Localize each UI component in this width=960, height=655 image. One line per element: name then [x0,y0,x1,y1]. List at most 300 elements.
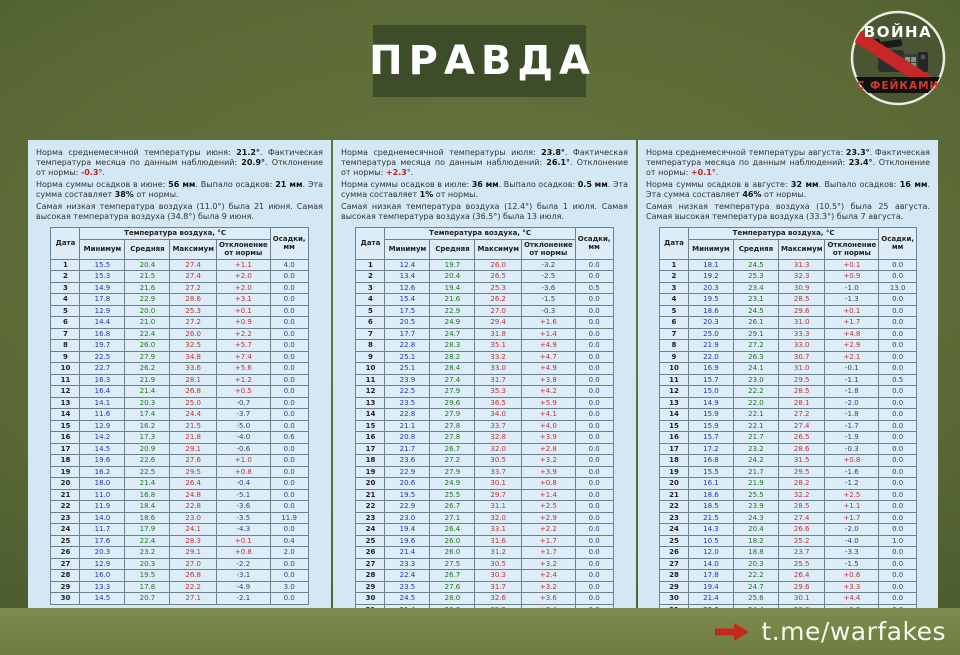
cell-date: 30 [659,593,688,605]
cell-precipitation: 0.0 [270,593,308,605]
cell-min-temp: 19.7 [80,340,125,352]
cell-precipitation: 0.0 [575,328,613,340]
table-row [659,432,916,444]
cell-date: 21 [51,489,80,501]
summary-line [646,180,930,200]
table-row [51,363,308,375]
cell-deviation: +4.9 [521,363,575,375]
cell-min-temp: 14.2 [80,432,125,444]
table-row [356,282,613,294]
table-row [356,478,613,490]
summary-text: . Эта сумма составляет [341,180,629,199]
cell-date: 23 [51,512,80,524]
cell-date: 25 [659,535,688,547]
cell-min-temp: 23.3 [385,558,430,570]
table-row [51,305,308,317]
column-header-date: Дата [659,228,688,260]
cell-min-temp: 15.7 [688,432,733,444]
table-row [659,386,916,398]
cell-max-temp: 28.2 [778,478,825,490]
war-on-fakes-logo [848,8,948,108]
cell-max-temp: 23.0 [170,512,217,524]
cell-deviation: -1.8 [825,409,879,421]
cell-date: 6 [51,317,80,329]
cell-max-temp: 29.5 [778,374,825,386]
cell-date: 3 [659,282,688,294]
column-header-max: Максимум [170,239,217,259]
cell-precipitation: 0.0 [270,524,308,536]
cell-date: 28 [659,570,688,582]
cell-avg-temp: 17.4 [125,409,170,421]
cell-avg-temp: 22.2 [733,386,778,398]
cell-max-temp: 33.0 [475,363,522,375]
cell-min-temp: 15.7 [688,374,733,386]
summary-line [646,148,930,178]
cell-deviation: +4.8 [825,328,879,340]
cell-date: 20 [356,478,385,490]
cell-precipitation: 0.0 [575,271,613,283]
cell-avg-temp: 24.1 [733,363,778,375]
cell-date: 24 [659,524,688,536]
cell-precipitation: 11.9 [270,512,308,524]
cell-min-temp: 18.6 [688,305,733,317]
cell-precipitation: 0.0 [575,489,613,501]
cell-min-temp: 14.4 [80,317,125,329]
summary-text: . Фактическая температура месяца по данным наблюдений: [341,148,628,167]
cell-min-temp: 23.0 [385,512,430,524]
cell-max-temp: 33.7 [475,420,522,432]
summary-line [341,202,628,222]
cell-deviation: -1.7 [825,420,879,432]
table-row [51,282,308,294]
cell-max-temp: 27.2 [170,317,217,329]
summary-text: от нормы. [133,190,179,199]
table-row [356,535,613,547]
cell-avg-temp: 22.6 [125,455,170,467]
cell-precipitation: 0.0 [879,478,917,490]
cell-avg-temp: 21.9 [125,374,170,386]
cell-deviation: +3.2 [521,581,575,593]
cell-deviation: -1.5 [825,558,879,570]
cell-precipitation: 0.0 [879,294,917,306]
cell-max-temp: 32.6 [475,593,522,605]
cell-precipitation: 0.0 [879,305,917,317]
cell-max-temp: 31.7 [475,581,522,593]
table-row [659,558,916,570]
cell-precipitation: 4.0 [270,259,308,271]
cell-deviation: +2.8 [521,443,575,455]
table-row [51,489,308,501]
cell-deviation: +7.4 [216,351,270,363]
logo-bottom-text: С ФЕЙКАМИ [856,80,940,92]
cell-max-temp: 32.8 [475,432,522,444]
cell-precipitation: 0.5 [879,374,917,386]
cell-max-temp: 33.6 [170,363,217,375]
table-row [356,305,613,317]
cell-avg-temp: 23.2 [125,547,170,559]
cell-deviation: -1.0 [825,282,879,294]
cell-deviation: +0.1 [216,535,270,547]
summary-value: 23.4° [848,158,873,167]
table-row [51,547,308,559]
cell-avg-temp: 27.9 [430,409,475,421]
cell-avg-temp: 20.3 [733,558,778,570]
cell-precipitation: 0.0 [270,328,308,340]
cell-max-temp: 33.0 [778,340,825,352]
cell-precipitation: 0.0 [879,271,917,283]
cell-avg-temp: 21.9 [733,478,778,490]
cell-min-temp: 23.6 [385,455,430,467]
cell-precipitation: 0.0 [270,317,308,329]
cell-date: 15 [356,420,385,432]
table-row [659,489,916,501]
cell-avg-temp: 20.9 [125,443,170,455]
cell-deviation: +3.8 [521,374,575,386]
cell-date: 9 [356,351,385,363]
cell-min-temp: 15.0 [688,386,733,398]
cell-deviation: -3.3 [825,547,879,559]
cell-deviation: -3.2 [521,259,575,271]
cell-date: 9 [51,351,80,363]
cell-max-temp: 28.1 [778,397,825,409]
cell-date: 25 [356,535,385,547]
cell-deviation: -2.1 [216,593,270,605]
cell-precipitation: 0.0 [270,558,308,570]
cell-avg-temp: 18.8 [733,547,778,559]
cell-avg-temp: 23.4 [733,282,778,294]
cell-avg-temp: 19.7 [430,259,475,271]
cell-avg-temp: 22.1 [733,420,778,432]
cell-date: 2 [356,271,385,283]
cell-precipitation: 0.0 [270,386,308,398]
cell-precipitation: 0.0 [270,409,308,421]
cell-precipitation: 0.0 [575,558,613,570]
table-row [356,524,613,536]
page-title: ПРАВДА [369,38,596,84]
cell-precipitation: 0.0 [575,409,613,421]
table-row [356,328,613,340]
cell-min-temp: 23.9 [385,374,430,386]
cell-max-temp: 33.2 [475,351,522,363]
cell-avg-temp: 24.5 [733,259,778,271]
summary-text: . Отклонение от нормы: [646,158,931,177]
cell-min-temp: 15.4 [385,294,430,306]
cell-precipitation: 0.0 [270,340,308,352]
cell-max-temp: 34.0 [475,409,522,421]
cell-min-temp: 12.6 [385,282,430,294]
table-row [51,478,308,490]
cell-date: 5 [659,305,688,317]
cell-max-temp: 25.3 [475,282,522,294]
summary-line [36,180,323,200]
cell-date: 22 [51,501,80,513]
cell-avg-temp: 26.0 [430,535,475,547]
cell-min-temp: 17.8 [688,570,733,582]
table-row [356,363,613,375]
summary-value: +2.3° [385,168,411,177]
cell-precipitation: 0.0 [575,466,613,478]
cell-precipitation: 0.0 [270,443,308,455]
cell-deviation: +1.7 [825,317,879,329]
cell-date: 7 [659,328,688,340]
cell-deviation: +2.5 [825,489,879,501]
cell-max-temp: 29.1 [170,547,217,559]
cell-date: 25 [51,535,80,547]
cell-min-temp: 12.9 [80,558,125,570]
cell-precipitation: 0.0 [879,328,917,340]
cell-min-temp: 20.8 [385,432,430,444]
cell-avg-temp: 27.2 [733,340,778,352]
cell-avg-temp: 18.6 [125,512,170,524]
cell-min-temp: 22.7 [80,363,125,375]
column-header-min: Минимум [385,239,430,259]
cell-avg-temp: 17.8 [125,581,170,593]
cell-precipitation: 0.0 [575,374,613,386]
table-row [659,570,916,582]
cell-precipitation: 0.0 [575,547,613,559]
cell-deviation: -2.0 [825,397,879,409]
table-row [51,524,308,536]
cell-deviation: -4.0 [216,432,270,444]
cell-avg-temp: 21.6 [430,294,475,306]
cell-deviation: +2.9 [825,340,879,352]
cell-precipitation: 0.0 [270,282,308,294]
column-header-deviation: Отклонение от нормы [216,239,270,259]
summary-text: Самая низкая температура воздуха (11.0°) была 21 июня. Самая высокая температура воздуха (34.8°) была 9 июня. [36,202,323,221]
cell-min-temp: 19.4 [688,581,733,593]
cell-min-temp: 22.8 [385,340,430,352]
table-row [659,455,916,467]
cell-min-temp: 25.1 [385,351,430,363]
cell-date: 28 [51,570,80,582]
cell-min-temp: 15.9 [688,420,733,432]
cell-precipitation: 0.0 [575,259,613,271]
weather-table [355,227,613,616]
cell-min-temp: 15.9 [688,409,733,421]
table-row [659,593,916,605]
cell-precipitation: 0.0 [879,259,917,271]
table-row [356,259,613,271]
cell-deviation: +4.7 [521,351,575,363]
cell-deviation: +5.7 [216,340,270,352]
table-row [51,570,308,582]
cell-precipitation: 0.0 [879,363,917,375]
column-header-precipitation: Осадки, мм [879,228,917,260]
table-row [356,317,613,329]
column-header-precipitation: Осадки, мм [575,228,613,260]
cell-deviation: +4.1 [521,409,575,421]
summary-text: Норма суммы осадков в июле: [341,180,472,189]
cell-deviation: +3.9 [521,432,575,444]
table-row [51,581,308,593]
cell-min-temp: 23.5 [385,397,430,409]
summary-text: Норма среднемесячной температуры июня: [36,148,237,157]
cell-date: 11 [356,374,385,386]
table-row [51,432,308,444]
cell-max-temp: 29.5 [778,466,825,478]
cell-avg-temp: 24.9 [430,478,475,490]
cell-precipitation: 0.0 [879,558,917,570]
cell-max-temp: 23.7 [778,547,825,559]
table-row [51,397,308,409]
cell-avg-temp: 26.1 [733,317,778,329]
cell-date: 23 [659,512,688,524]
cell-precipitation: 0.0 [575,397,613,409]
cell-date: 24 [51,524,80,536]
cell-avg-temp: 22.4 [125,535,170,547]
cell-date: 19 [356,466,385,478]
summary-text: . Фактическая температура месяца по данным наблюдений: [36,148,323,167]
table-row [659,512,916,524]
cell-min-temp: 20.3 [80,547,125,559]
cell-avg-temp: 19.5 [125,570,170,582]
cell-deviation: +4.0 [521,420,575,432]
summary-text: Норма среднемесячной температуры июля: [341,148,542,157]
cell-deviation: +2.2 [216,328,270,340]
cell-deviation: +1.6 [521,317,575,329]
cell-max-temp: 30.5 [475,455,522,467]
cell-deviation: +2.0 [216,282,270,294]
cell-deviation: -4.0 [825,535,879,547]
cell-min-temp: 22.5 [80,351,125,363]
cell-date: 6 [659,317,688,329]
cell-deviation: -0.3 [825,443,879,455]
cell-deviation: +2.4 [521,570,575,582]
cell-min-temp: 17.8 [80,294,125,306]
summary-text: . Выпало осадков: [818,180,900,189]
cell-avg-temp: 26.0 [125,340,170,352]
table-row [659,259,916,271]
cell-date: 29 [356,581,385,593]
cell-min-temp: 19.5 [688,294,733,306]
cell-precipitation: 0.0 [575,386,613,398]
cell-deviation: +0.9 [825,271,879,283]
cell-avg-temp: 17.9 [125,524,170,536]
cell-min-temp: 23.5 [385,581,430,593]
cell-deviation: -0.7 [216,397,270,409]
column-header-temperature-group: Температура воздуха, °C [688,228,878,240]
cell-deviation: +3.2 [521,455,575,467]
cell-avg-temp: 20.4 [733,524,778,536]
table-row [51,466,308,478]
cell-avg-temp: 21.0 [125,317,170,329]
summary-value: 56 мм [168,180,196,189]
cell-avg-temp: 21.7 [733,466,778,478]
cell-min-temp: 22.4 [385,570,430,582]
cell-deviation: +1.1 [216,259,270,271]
cell-date: 14 [659,409,688,421]
cell-avg-temp: 25.5 [430,489,475,501]
cell-deviation: +3.2 [521,558,575,570]
table-row [356,397,613,409]
cell-avg-temp: 27.6 [430,581,475,593]
summary-value: 26.1° [546,158,571,167]
table-row [356,420,613,432]
table-row [659,317,916,329]
cell-deviation: -2.2 [216,558,270,570]
cell-avg-temp: 16.8 [125,489,170,501]
cell-deviation: +3.9 [521,466,575,478]
summary-value: 23.8° [541,148,565,157]
cell-precipitation: 0.0 [879,524,917,536]
cell-min-temp: 17.5 [385,305,430,317]
table-row [356,443,613,455]
column-header-date: Дата [51,228,80,260]
table-row [356,294,613,306]
cell-deviation: +1.7 [521,535,575,547]
cell-avg-temp: 25.6 [733,593,778,605]
table-row [51,351,308,363]
cell-deviation: +1.0 [216,455,270,467]
cell-deviation: +0.8 [521,478,575,490]
cell-max-temp: 29.1 [170,443,217,455]
cell-max-temp: 26.5 [778,432,825,444]
cell-precipitation: 0.0 [575,501,613,513]
cell-deviation: +4.4 [825,593,879,605]
monthly-summary [36,148,323,222]
cell-min-temp: 14.3 [688,524,733,536]
cell-max-temp: 26.0 [475,259,522,271]
cell-avg-temp: 20.3 [125,397,170,409]
cell-deviation: +4.2 [521,386,575,398]
telegram-link[interactable] [715,617,946,646]
cell-date: 18 [659,455,688,467]
cell-max-temp: 26.0 [170,328,217,340]
table-row [356,581,613,593]
cell-min-temp: 16.4 [80,386,125,398]
table-row [356,351,613,363]
summary-text: . [715,168,719,177]
cell-precipitation: 0.0 [575,570,613,582]
cell-precipitation: 0.0 [270,294,308,306]
table-row [659,351,916,363]
cell-min-temp: 12.0 [688,547,733,559]
cell-min-temp: 21.1 [385,420,430,432]
cell-max-temp: 28.1 [170,374,217,386]
cell-max-temp: 31.2 [475,547,522,559]
cell-avg-temp: 28.4 [430,363,475,375]
cell-min-temp: 12.9 [80,305,125,317]
cell-avg-temp: 18.4 [125,501,170,513]
weather-table-body [659,259,916,616]
table-row [356,570,613,582]
cell-max-temp: 21.8 [170,432,217,444]
cell-precipitation: 0.0 [270,305,308,317]
cell-date: 20 [659,478,688,490]
cell-min-temp: 22.0 [688,351,733,363]
cell-date: 4 [356,294,385,306]
cell-date: 16 [356,432,385,444]
cell-date: 15 [659,420,688,432]
table-row [51,386,308,398]
cell-precipitation: 0.0 [575,478,613,490]
cell-avg-temp: 26.4 [430,524,475,536]
cell-date: 4 [659,294,688,306]
cell-avg-temp: 22.2 [733,570,778,582]
cell-max-temp: 27.4 [170,271,217,283]
cell-avg-temp: 26.2 [125,363,170,375]
table-row [51,317,308,329]
cell-date: 15 [51,420,80,432]
cell-date: 21 [659,489,688,501]
table-row [51,271,308,283]
cell-deviation: +1.4 [521,328,575,340]
page-title-box [369,25,596,97]
cell-max-temp: 32.0 [475,443,522,455]
cell-precipitation: 0.0 [879,409,917,421]
cell-precipitation: 0.0 [879,581,917,593]
cell-avg-temp: 22.9 [430,305,475,317]
